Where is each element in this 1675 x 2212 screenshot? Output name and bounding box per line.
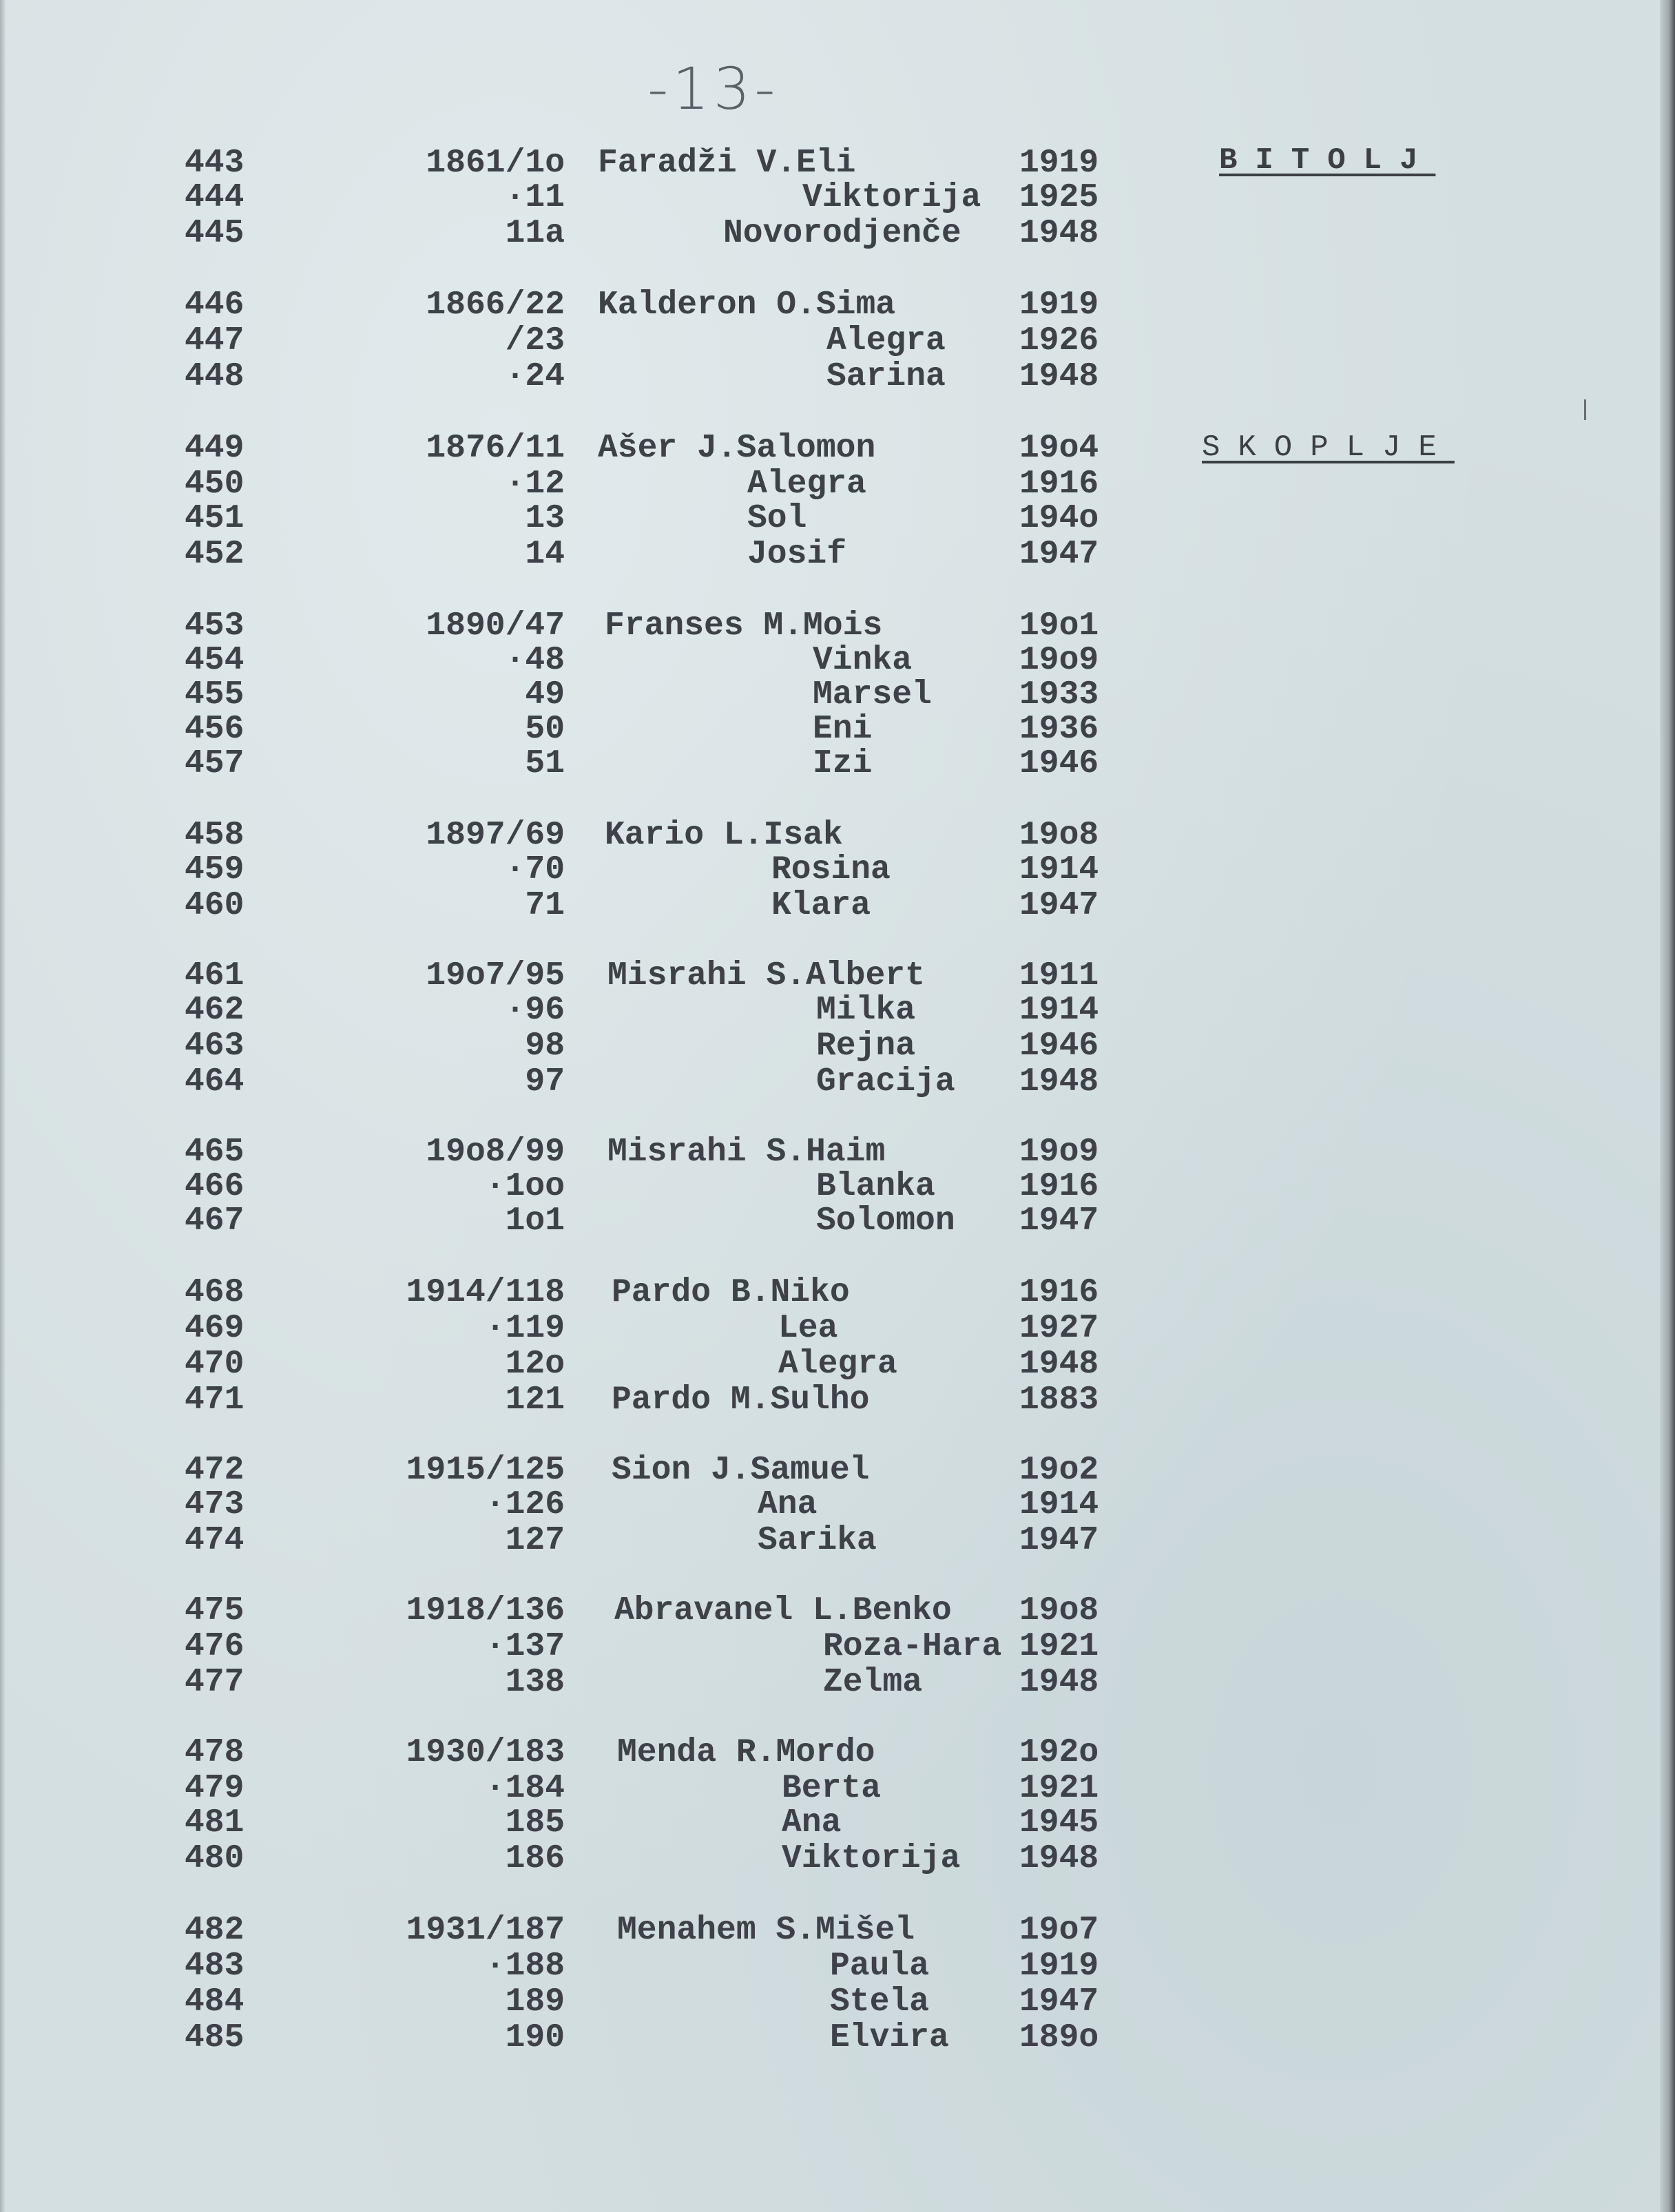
- register-entry: 1931/187: [406, 1912, 565, 1949]
- birth-year: 1919: [1019, 286, 1099, 324]
- person-name: Zelma: [823, 1664, 923, 1701]
- person-name: Izi: [813, 745, 873, 782]
- birth-year: 1947: [1019, 1202, 1099, 1240]
- record-number: 460: [185, 887, 245, 924]
- person-name: Alegra: [778, 1346, 897, 1383]
- person-name: Faradži V.Eli: [598, 145, 856, 182]
- register-entry: ·184: [485, 1770, 565, 1807]
- register-entry: 12o: [505, 1346, 565, 1383]
- person-name: Abravanel L.Benko: [614, 1592, 952, 1629]
- person-name: Paula: [830, 1948, 930, 1985]
- person-name: Rosina: [771, 851, 891, 888]
- person-name: Gracija: [816, 1063, 955, 1100]
- record-number: 479: [185, 1770, 245, 1807]
- register-entry: ·126: [485, 1486, 565, 1523]
- person-name: Viktorija: [782, 1840, 961, 1877]
- record-number: 474: [185, 1522, 245, 1559]
- register-entry: ·70: [505, 851, 565, 888]
- register-entry: 138: [505, 1664, 565, 1701]
- register-entry: 51: [525, 745, 565, 782]
- person-name: Ana: [758, 1486, 818, 1523]
- register-entry: ·12: [505, 466, 565, 503]
- register-entry: 127: [505, 1522, 565, 1559]
- person-name: Roza-Hara: [823, 1628, 1002, 1665]
- record-number: 485: [185, 2019, 245, 2056]
- person-name: Blanka: [816, 1168, 935, 1205]
- register-entry: 1876/11: [426, 430, 565, 467]
- city-heading-bitolj: BITOLJ: [1219, 143, 1436, 178]
- register-entry: 71: [525, 887, 565, 924]
- person-name: Viktorija: [802, 179, 981, 216]
- birth-year: 1919: [1019, 145, 1099, 182]
- person-name: Menda R.Mordo: [617, 1734, 875, 1771]
- person-name: Franses M.Mois: [605, 607, 883, 645]
- record-number: 450: [185, 466, 245, 503]
- city-heading-skoplje: SKOPLJE: [1202, 430, 1455, 465]
- person-name: Berta: [782, 1770, 882, 1807]
- register-entry: ·119: [485, 1310, 565, 1347]
- register-entry: /23: [505, 322, 565, 359]
- record-number: 481: [185, 1804, 245, 1841]
- register-entry: 190: [505, 2019, 565, 2056]
- person-name: Sarina: [826, 358, 946, 395]
- register-entry: 1897/69: [426, 817, 565, 854]
- record-number: 484: [185, 1983, 245, 2021]
- record-number: 464: [185, 1063, 245, 1100]
- record-number: 465: [185, 1134, 245, 1171]
- record-number: 467: [185, 1202, 245, 1240]
- register-entry: 189: [505, 1983, 565, 2021]
- person-name: Rejna: [816, 1027, 916, 1065]
- record-number: 452: [185, 536, 245, 573]
- record-number: 456: [185, 711, 245, 748]
- birth-year: 1948: [1019, 1664, 1099, 1701]
- register-entry: 121: [505, 1381, 565, 1419]
- birth-year: 1883: [1019, 1381, 1099, 1419]
- birth-year: 19o7: [1019, 1912, 1099, 1949]
- person-name: Vinka: [813, 642, 913, 679]
- birth-year: 1921: [1019, 1770, 1099, 1807]
- register-entry: 1o1: [505, 1202, 565, 1240]
- record-number: 463: [185, 1027, 245, 1065]
- register-entry: 98: [525, 1027, 565, 1065]
- person-name: Milka: [816, 992, 916, 1029]
- person-name: Elvira: [830, 2019, 949, 2056]
- birth-year: 192o: [1019, 1734, 1099, 1771]
- birth-year: 19o9: [1019, 642, 1099, 679]
- record-number: 445: [185, 215, 245, 252]
- birth-year: 1914: [1019, 851, 1099, 888]
- person-name: Misrahi S.Albert: [607, 957, 925, 994]
- record-number: 453: [185, 607, 245, 645]
- record-number: 454: [185, 642, 245, 679]
- page-number: -13-: [647, 55, 780, 123]
- birth-year: 1914: [1019, 1486, 1099, 1523]
- register-entry: 186: [505, 1840, 565, 1877]
- birth-year: 1916: [1019, 466, 1099, 503]
- record-number: 476: [185, 1628, 245, 1665]
- record-number: 448: [185, 358, 245, 395]
- birth-year: 1948: [1019, 1063, 1099, 1100]
- birth-year: 19o2: [1019, 1452, 1099, 1489]
- birth-year: 1936: [1019, 711, 1099, 748]
- register-entry: ·1oo: [485, 1168, 565, 1205]
- birth-year: 1946: [1019, 1027, 1099, 1065]
- register-entry: 185: [505, 1804, 565, 1841]
- person-name: Lea: [778, 1310, 838, 1347]
- birth-year: 1933: [1019, 676, 1099, 713]
- record-number: 469: [185, 1310, 245, 1347]
- birth-year: 19o9: [1019, 1134, 1099, 1171]
- birth-year: 1914: [1019, 992, 1099, 1029]
- person-name: Novorodjenče: [723, 215, 961, 252]
- person-name: Pardo M.Sulho: [612, 1381, 870, 1419]
- birth-year: 1947: [1019, 536, 1099, 573]
- birth-year: 1948: [1019, 1346, 1099, 1383]
- person-name: Alegra: [826, 322, 946, 359]
- birth-year: 1948: [1019, 358, 1099, 395]
- person-name: Eni: [813, 711, 873, 748]
- person-name: Sol: [747, 500, 807, 537]
- record-number: 451: [185, 500, 245, 537]
- record-number: 458: [185, 817, 245, 854]
- register-entry: 1915/125: [406, 1452, 565, 1489]
- register-entry: ·24: [505, 358, 565, 395]
- register-entry: 1890/47: [426, 607, 565, 645]
- register-entry: 13: [525, 500, 565, 537]
- register-entry: 97: [525, 1063, 565, 1100]
- person-name: Sion J.Samuel: [612, 1452, 870, 1489]
- stray-pen-mark: [1584, 399, 1586, 420]
- scan-right-edge: [1660, 0, 1675, 2212]
- register-entry: ·137: [485, 1628, 565, 1665]
- birth-year: 189o: [1019, 2019, 1099, 2056]
- record-number: 471: [185, 1381, 245, 1419]
- record-number: 461: [185, 957, 245, 994]
- record-number: 472: [185, 1452, 245, 1489]
- register-entry: 1861/1o: [426, 145, 565, 182]
- record-number: 466: [185, 1168, 245, 1205]
- birth-year: 1948: [1019, 215, 1099, 252]
- birth-year: 194o: [1019, 500, 1099, 537]
- record-number: 480: [185, 1840, 245, 1877]
- register-entry: 19o7/95: [426, 957, 565, 994]
- person-name: Marsel: [813, 676, 932, 713]
- scan-left-edge: [0, 0, 6, 2212]
- record-number: 444: [185, 179, 245, 216]
- birth-year: 1911: [1019, 957, 1099, 994]
- register-entry: 11a: [505, 215, 565, 252]
- record-number: 449: [185, 430, 245, 467]
- record-number: 459: [185, 851, 245, 888]
- record-number: 473: [185, 1486, 245, 1523]
- birth-year: 1921: [1019, 1628, 1099, 1665]
- person-name: Solomon: [816, 1202, 955, 1240]
- birth-year: 1947: [1019, 1983, 1099, 2021]
- register-entry: 1866/22: [426, 286, 565, 324]
- register-entry: ·11: [505, 179, 565, 216]
- record-number: 447: [185, 322, 245, 359]
- register-entry: 19o8/99: [426, 1134, 565, 1171]
- record-number: 477: [185, 1664, 245, 1701]
- register-entry: 1918/136: [406, 1592, 565, 1629]
- record-number: 462: [185, 992, 245, 1029]
- register-entry: 14: [525, 536, 565, 573]
- birth-year: 1916: [1019, 1274, 1099, 1311]
- person-name: Josif: [747, 536, 847, 573]
- birth-year: 1916: [1019, 1168, 1099, 1205]
- person-name: Kario L.Isak: [605, 817, 843, 854]
- record-number: 478: [185, 1734, 245, 1771]
- birth-year: 19o8: [1019, 817, 1099, 854]
- birth-year: 1919: [1019, 1948, 1099, 1985]
- birth-year: 1948: [1019, 1840, 1099, 1877]
- person-name: Ašer J.Salomon: [598, 430, 876, 467]
- record-number: 482: [185, 1912, 245, 1949]
- record-number: 455: [185, 676, 245, 713]
- person-name: Menahem S.Mišel: [617, 1912, 915, 1949]
- person-name: Stela: [830, 1983, 930, 2021]
- birth-year: 1947: [1019, 887, 1099, 924]
- person-name: Klara: [771, 887, 871, 924]
- record-number: 443: [185, 145, 245, 182]
- record-number: 483: [185, 1948, 245, 1985]
- person-name: Misrahi S.Haim: [607, 1134, 886, 1171]
- birth-year: 19o4: [1019, 430, 1099, 467]
- birth-year: 19o1: [1019, 607, 1099, 645]
- birth-year: 1946: [1019, 745, 1099, 782]
- register-entry: ·96: [505, 992, 565, 1029]
- record-number: 457: [185, 745, 245, 782]
- birth-year: 1945: [1019, 1804, 1099, 1841]
- register-entry: 50: [525, 711, 565, 748]
- register-entry: 1930/183: [406, 1734, 565, 1771]
- birth-year: 1927: [1019, 1310, 1099, 1347]
- person-name: Ana: [782, 1804, 842, 1841]
- person-name: Alegra: [747, 466, 866, 503]
- birth-year: 19o8: [1019, 1592, 1099, 1629]
- birth-year: 1947: [1019, 1522, 1099, 1559]
- register-entry: 49: [525, 676, 565, 713]
- person-name: Pardo B.Niko: [612, 1274, 850, 1311]
- register-entry: 1914/118: [406, 1274, 565, 1311]
- person-name: Sarika: [758, 1522, 877, 1559]
- record-number: 468: [185, 1274, 245, 1311]
- record-number: 475: [185, 1592, 245, 1629]
- register-entry: ·48: [505, 642, 565, 679]
- record-number: 470: [185, 1346, 245, 1383]
- birth-year: 1926: [1019, 322, 1099, 359]
- register-entry: ·188: [485, 1948, 565, 1985]
- record-number: 446: [185, 286, 245, 324]
- birth-year: 1925: [1019, 179, 1099, 216]
- person-name: Kalderon O.Sima: [598, 286, 896, 324]
